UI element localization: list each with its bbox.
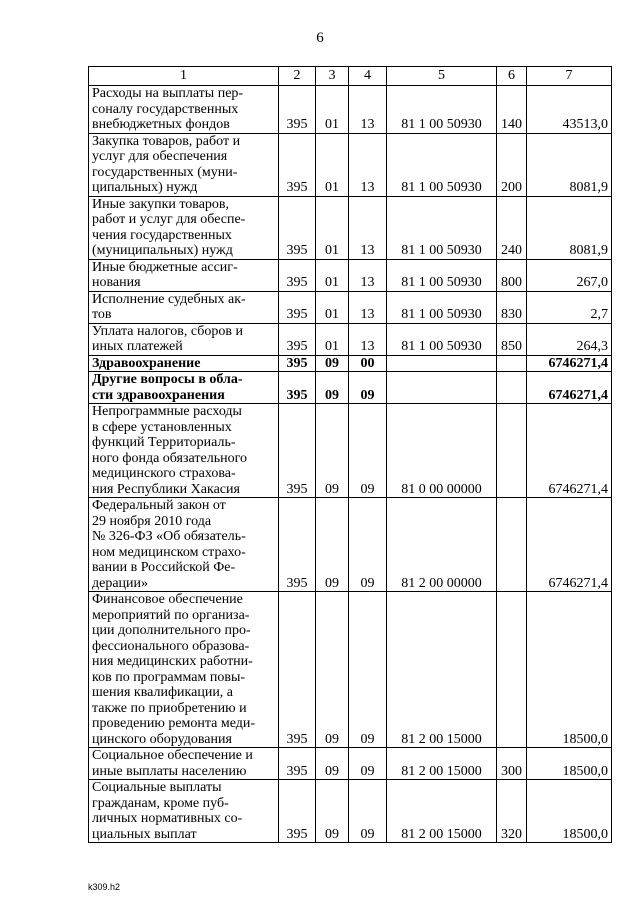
subsection-code-cell: 13 xyxy=(349,259,387,291)
column-header: 6 xyxy=(497,67,527,86)
table-row xyxy=(89,592,612,748)
row-name-cell xyxy=(89,259,279,291)
expense-type-code-cell: 800 xyxy=(497,259,527,291)
amount-cell: 264,3 xyxy=(527,323,612,355)
column-header: 4 xyxy=(349,67,387,86)
table-row xyxy=(89,291,612,323)
row-name-text: Иные закупки товаров, работ и услуг для обеспе- чения государственных (муниципальных) нужд xyxy=(92,196,246,258)
grbs-code-cell: 395 xyxy=(279,196,316,259)
subsection-code-cell: 09 xyxy=(349,748,387,780)
row-name-cell xyxy=(89,133,279,196)
page-number: 6 xyxy=(316,30,324,46)
row-name-cell xyxy=(89,404,279,498)
amount-cell: 8081,9 xyxy=(527,196,612,259)
grbs-code-cell: 395 xyxy=(279,323,316,355)
column-header: 7 xyxy=(527,67,612,86)
row-name-cell xyxy=(89,323,279,355)
section-code-cell: 09 xyxy=(316,748,349,780)
table-row xyxy=(89,780,612,843)
row-name-text: Финансовое обеспечение мероприятий по организа- ции дополнительного про- фессионального образова- ния медицинских работни- ков по программам повы- шения квалификации, а также по приобретению и проведению ремонта меди- цинского оборудования xyxy=(92,592,256,747)
target-article-code-cell: 81 1 00 50930 xyxy=(387,291,497,323)
table-row xyxy=(89,748,612,780)
section-code-cell: 01 xyxy=(316,323,349,355)
row-name-text: Здравоохранение xyxy=(92,355,201,371)
row-name-cell xyxy=(89,780,279,843)
expense-type-code-cell: 830 xyxy=(497,291,527,323)
section-code-cell: 01 xyxy=(316,259,349,291)
target-article-code-cell: 81 2 00 15000 xyxy=(387,748,497,780)
section-code-cell: 09 xyxy=(316,592,349,748)
amount-cell: 18500,0 xyxy=(527,780,612,843)
amount-cell: 6746271,4 xyxy=(527,355,612,372)
row-name-text: Уплата налогов, сборов и иных платежей xyxy=(92,323,243,354)
row-name-text: Другие вопросы в обла- сти здравоохранения xyxy=(92,372,243,403)
row-name-text: Федеральный закон от 29 ноября 2010 года № 326-ФЗ «Об обязатель- ном медицинском страхо- вании в Российской Фе- дерации» xyxy=(92,498,246,591)
row-name-text: Социальное обеспечение и иные выплаты населению xyxy=(92,748,253,779)
target-article-code-cell xyxy=(387,355,497,372)
table-row xyxy=(89,372,612,404)
row-name-text: Социальные выплаты гражданам, кроме пуб- личных нормативных со- циальных выплат xyxy=(92,780,243,842)
expense-type-code-cell: 300 xyxy=(497,748,527,780)
subsection-code-cell: 00 xyxy=(349,355,387,372)
section-code-cell: 01 xyxy=(316,291,349,323)
grbs-code-cell: 395 xyxy=(279,748,316,780)
subsection-code-cell: 13 xyxy=(349,291,387,323)
row-name-text: Исполнение судебных ак- тов xyxy=(92,291,246,322)
subsection-code-cell: 13 xyxy=(349,196,387,259)
row-name-text: Расходы на выплаты пер- соналу государственных внебюджетных фондов xyxy=(92,86,244,132)
table-row xyxy=(89,498,612,592)
grbs-code-cell: 395 xyxy=(279,498,316,592)
grbs-code-cell: 395 xyxy=(279,133,316,196)
amount-cell: 6746271,4 xyxy=(527,498,612,592)
table-row xyxy=(89,404,612,498)
table-row xyxy=(89,196,612,259)
subsection-code-cell: 13 xyxy=(349,133,387,196)
subsection-code-cell: 13 xyxy=(349,323,387,355)
target-article-code-cell: 81 1 00 50930 xyxy=(387,133,497,196)
row-name-text: Непрограммные расходы в сфере установленных функций Территориаль- ного фонда обязательного медицинского страхова- ния Республики Хакасия xyxy=(92,404,247,497)
subsection-code-cell: 09 xyxy=(349,498,387,592)
section-code-cell: 09 xyxy=(316,404,349,498)
expense-type-code-cell xyxy=(497,498,527,592)
amount-cell: 18500,0 xyxy=(527,592,612,748)
footer-filename: k309.h2 xyxy=(88,882,121,892)
header-row xyxy=(89,67,612,86)
section-code-cell: 09 xyxy=(316,780,349,843)
row-name-cell xyxy=(89,291,279,323)
expense-type-code-cell xyxy=(497,355,527,372)
budget-table xyxy=(88,66,612,843)
grbs-code-cell: 395 xyxy=(279,355,316,372)
target-article-code-cell: 81 2 00 15000 xyxy=(387,780,497,843)
target-article-code-cell: 81 1 00 50930 xyxy=(387,196,497,259)
expense-type-code-cell xyxy=(497,372,527,404)
target-article-code-cell: 81 0 00 00000 xyxy=(387,404,497,498)
grbs-code-cell: 395 xyxy=(279,259,316,291)
grbs-code-cell: 395 xyxy=(279,780,316,843)
subsection-code-cell: 09 xyxy=(349,372,387,404)
row-name-cell xyxy=(89,498,279,592)
grbs-code-cell: 395 xyxy=(279,86,316,134)
expense-type-code-cell xyxy=(497,404,527,498)
column-header: 5 xyxy=(387,67,497,86)
target-article-code-cell: 81 1 00 50930 xyxy=(387,259,497,291)
expense-type-code-cell: 200 xyxy=(497,133,527,196)
row-name-cell xyxy=(89,355,279,372)
row-name-text: Закупка товаров, работ и услуг для обеспечения государственных (муни- ципальных) нужд xyxy=(92,133,241,195)
table-row xyxy=(89,259,612,291)
section-code-cell: 01 xyxy=(316,133,349,196)
target-article-code-cell: 81 1 00 50930 xyxy=(387,323,497,355)
expense-type-code-cell xyxy=(497,592,527,748)
subsection-code-cell: 09 xyxy=(349,780,387,843)
amount-cell: 267,0 xyxy=(527,259,612,291)
expense-type-code-cell: 240 xyxy=(497,196,527,259)
subsection-code-cell: 13 xyxy=(349,86,387,134)
column-header: 2 xyxy=(279,67,316,86)
row-name-cell xyxy=(89,748,279,780)
amount-cell: 6746271,4 xyxy=(527,404,612,498)
subsection-code-cell: 09 xyxy=(349,592,387,748)
table-row xyxy=(89,133,612,196)
amount-cell: 6746271,4 xyxy=(527,372,612,404)
table-row xyxy=(89,355,612,372)
target-article-code-cell xyxy=(387,372,497,404)
amount-cell: 18500,0 xyxy=(527,748,612,780)
target-article-code-cell: 81 1 00 50930 xyxy=(387,86,497,134)
table-row xyxy=(89,323,612,355)
subsection-code-cell: 09 xyxy=(349,404,387,498)
target-article-code-cell: 81 2 00 00000 xyxy=(387,498,497,592)
grbs-code-cell: 395 xyxy=(279,291,316,323)
grbs-code-cell: 395 xyxy=(279,592,316,748)
row-name-cell xyxy=(89,592,279,748)
grbs-code-cell: 395 xyxy=(279,404,316,498)
grbs-code-cell: 395 xyxy=(279,372,316,404)
section-code-cell: 09 xyxy=(316,372,349,404)
column-header: 3 xyxy=(316,67,349,86)
row-name-text: Иные бюджетные ассиг- нования xyxy=(92,259,238,290)
table-row xyxy=(89,86,612,134)
section-code-cell: 01 xyxy=(316,86,349,134)
column-header: 1 xyxy=(89,67,279,86)
section-code-cell: 09 xyxy=(316,355,349,372)
amount-cell: 8081,9 xyxy=(527,133,612,196)
amount-cell: 43513,0 xyxy=(527,86,612,134)
row-name-cell xyxy=(89,372,279,404)
expense-type-code-cell: 850 xyxy=(497,323,527,355)
row-name-cell xyxy=(89,196,279,259)
section-code-cell: 01 xyxy=(316,196,349,259)
expense-type-code-cell: 140 xyxy=(497,86,527,134)
expense-type-code-cell: 320 xyxy=(497,780,527,843)
amount-cell: 2,7 xyxy=(527,291,612,323)
target-article-code-cell: 81 2 00 15000 xyxy=(387,592,497,748)
row-name-cell xyxy=(89,86,279,134)
section-code-cell: 09 xyxy=(316,498,349,592)
